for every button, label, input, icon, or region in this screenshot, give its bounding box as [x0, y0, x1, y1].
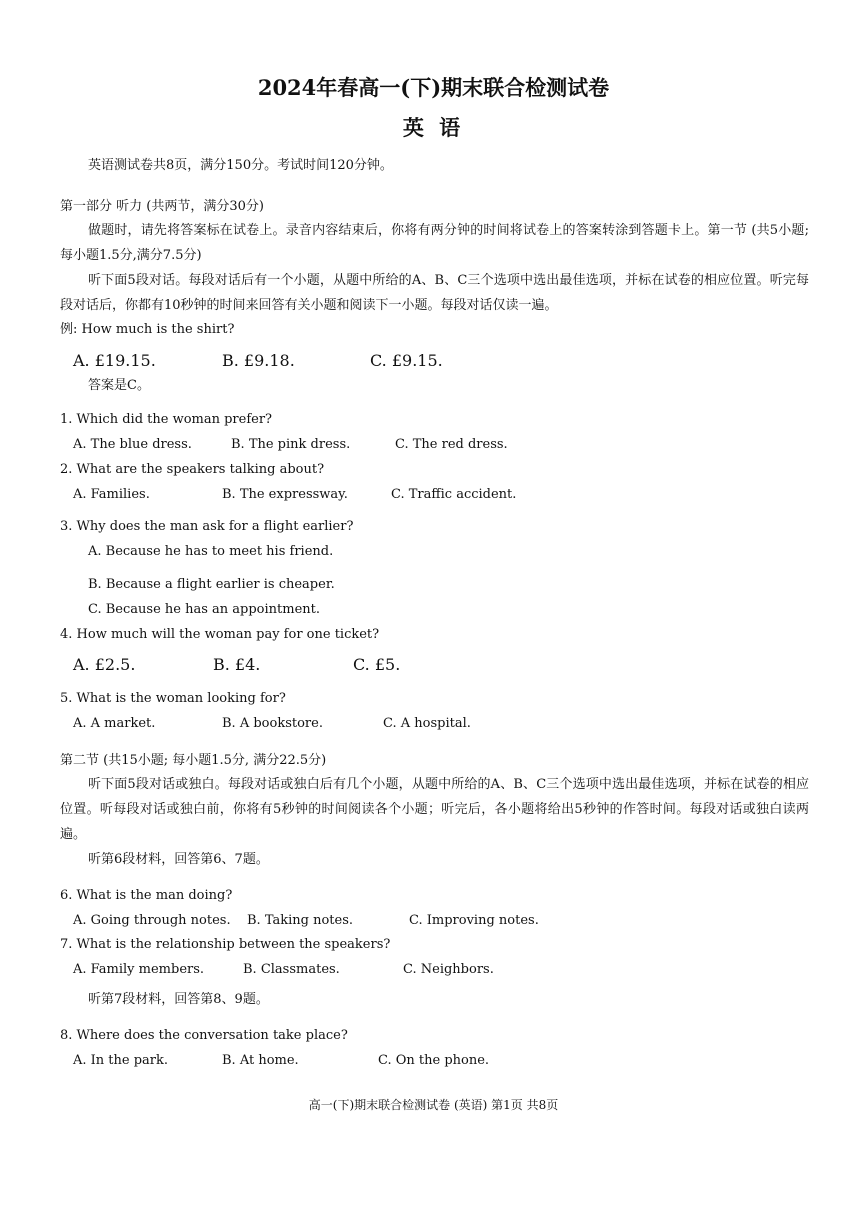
q2-option-a: A. Families. [73, 487, 150, 502]
question-1: 1. Which did the woman prefer? [60, 412, 273, 427]
q5-option-a: A. A market. [73, 716, 156, 731]
q3-option-a: A. Because he has to meet his friend. [88, 544, 334, 559]
question-2: 2. What are the speakers talking about? [60, 462, 325, 477]
q1-option-a: A. The blue dress. [73, 437, 192, 452]
example-option-b: B. £9.18. [222, 351, 295, 370]
q3-option-b: B. Because a flight earlier is cheaper. [88, 577, 335, 592]
q6-option-c: C. Improving notes. [409, 913, 539, 928]
example-option-c: C. £9.15. [370, 351, 443, 370]
q4-option-b: B. £4. [213, 655, 261, 674]
example-answer: 答案是C。 [88, 378, 150, 393]
material-7-note: 听第7段材料，回答第8、9题。 [88, 992, 269, 1007]
q6-option-b: B. Taking notes. [247, 913, 354, 928]
q6-option-a: A. Going through notes. [73, 913, 231, 928]
section2-directions: 听下面5段对话或独白。每段对话或独白后有几个小题，从题中所给的A、B、C三个选项中选出最佳选项，并标在试卷的相应位置。听每段对话或独白前，你将有5秒钟的时间阅读各个小题；听完后，各小题将给出5秒钟的作答时间。每段对话或独白读两遍。 [60, 777, 809, 842]
q8-option-c: C. On the phone. [378, 1053, 490, 1068]
question-7: 7. What is the relationship between the speakers? [60, 937, 391, 952]
q3-option-c: C. Because he has an appointment. [88, 602, 321, 617]
part1-instructions: 做题时，请先将答案标在试卷上。录音内容结束后，你将有两分钟的时间将试卷上的答案转涂到答题卡上。第一节 (共5小题;每小题1.5分,满分7.5分) [60, 223, 809, 263]
question-8: 8. Where does the conversation take place? [60, 1028, 348, 1043]
q4-option-c: C. £5. [353, 655, 401, 674]
q2-option-c: C. Traffic accident. [391, 487, 517, 502]
q4-option-a: A. £2.5. [73, 655, 136, 674]
question-5: 5. What is the woman looking for? [60, 691, 286, 706]
section1-directions: 听下面5段对话。每段对话后有一个小题，从题中所给的A、B、C三个选项中选出最佳选项，并标在试卷的相应位置。听完每段对话后，你都有10秒钟的时间来回答有关小题和阅读下一小题。每段对话仅读一遍。 [60, 273, 809, 313]
question-4: 4. How much will the woman pay for one ticket? [60, 627, 380, 642]
question-3: 3. Why does the man ask for a flight earlier? [60, 519, 354, 534]
q5-option-c: C. A hospital. [383, 716, 471, 731]
q8-option-a: A. In the park. [73, 1053, 169, 1068]
question-6: 6. What is the man doing? [60, 888, 233, 903]
q2-option-b: B. The expressway. [222, 487, 348, 502]
q1-option-c: C. The red dress. [395, 437, 508, 452]
q8-option-b: B. At home. [222, 1053, 299, 1068]
section2-heading: 第二节 (共15小题; 每小题1.5分, 满分22.5分) [60, 753, 327, 768]
q7-option-a: A. Family members. [73, 962, 205, 977]
part1-heading: 第一部分 听力 (共两节，满分30分) [60, 199, 264, 214]
q7-option-b: B. Classmates. [243, 962, 340, 977]
example-question: 例: How much is the shirt? [60, 322, 235, 337]
exam-intro: 英语测试卷共8页，满分150分。考试时间120分钟。 [88, 158, 393, 173]
material-6-note: 听第6段材料，回答第6、7题。 [88, 852, 269, 867]
q7-option-c: C. Neighbors. [403, 962, 494, 977]
exam-title: 2024年春高一(下)期末联合检测试卷 [257, 75, 610, 100]
page-footer: 高一(下)期末联合检测试卷 (英语) 第1页 共8页 [308, 1098, 559, 1112]
q5-option-b: B. A bookstore. [222, 716, 323, 731]
subject-title: 英 语 [402, 115, 465, 140]
q1-option-b: B. The pink dress. [231, 437, 351, 452]
example-option-a: A. £19.15. [73, 351, 156, 370]
